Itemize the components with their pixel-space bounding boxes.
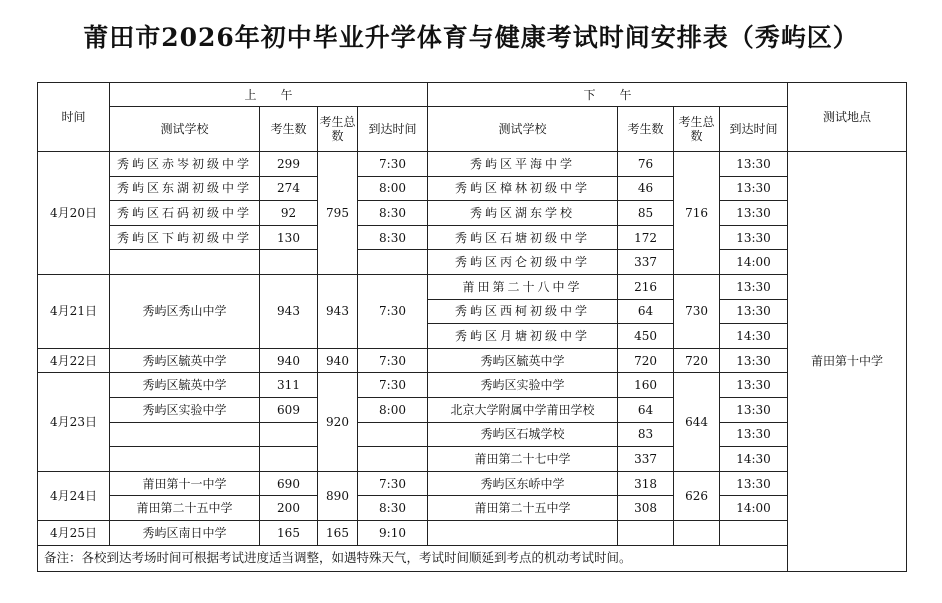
am-arrival: 8:30	[358, 201, 428, 226]
pm-arrival: 13:30	[720, 201, 788, 226]
pm-school: 秀屿区石塘初级中学	[428, 225, 618, 250]
header-pm-arrival: 到达时间	[720, 107, 788, 152]
table-row	[38, 447, 907, 472]
pm-school: 秀屿区樟林初级中学	[428, 176, 618, 201]
am-total: 165	[318, 520, 358, 545]
pm-school: 秀屿区实验中学	[428, 373, 618, 398]
pm-count: 64	[618, 299, 674, 324]
note-remark: 备注：各校到达考场时间可根据考试进度适当调整，如遇特殊天气，考试时间顺延到考点的机动考试时间。	[38, 545, 907, 571]
pm-arrival: 13:30	[720, 397, 788, 422]
am-count: 200	[260, 496, 318, 521]
pm-total: 730	[674, 274, 720, 348]
am-arrival-empty	[358, 447, 428, 472]
pm-school: 秀屿区毓英中学	[428, 348, 618, 373]
am-arrival: 8:30	[358, 225, 428, 250]
pm-count: 46	[618, 176, 674, 201]
am-school: 秀屿区南日中学	[110, 520, 260, 545]
page-title: 莆田市2026年初中毕业升学体育与健康考试时间安排表（秀屿区）	[83, 23, 859, 52]
table-row	[38, 397, 907, 422]
header-am-count: 考生数	[260, 107, 318, 152]
pm-count: 83	[618, 422, 674, 447]
date-cell: 4月21日	[38, 274, 110, 348]
date-cell: 4月20日	[38, 152, 110, 275]
am-count: 92	[260, 201, 318, 226]
table-row	[38, 274, 907, 299]
am-total: 795	[318, 152, 358, 275]
pm-arrival: 14:00	[720, 496, 788, 521]
pm-arrival: 14:30	[720, 447, 788, 472]
am-school-empty	[110, 250, 260, 275]
pm-total: 626	[674, 471, 720, 520]
am-school: 莆田第十一中学	[110, 471, 260, 496]
pm-school: 秀屿区平海中学	[428, 152, 618, 177]
date-cell: 4月25日	[38, 520, 110, 545]
pm-total-empty	[674, 520, 720, 545]
header-pm-total: 考生总数	[674, 107, 720, 152]
pm-arrival: 13:30	[720, 373, 788, 398]
am-school: 秀屿区毓英中学	[110, 373, 260, 398]
am-arrival-empty	[358, 250, 428, 275]
pm-count: 450	[618, 324, 674, 349]
pm-school: 秀屿区石城学校	[428, 422, 618, 447]
pm-arrival: 13:30	[720, 274, 788, 299]
date-cell: 4月24日	[38, 471, 110, 520]
location-cell: 莆田第十中学	[788, 152, 907, 572]
pm-arrival: 14:00	[720, 250, 788, 275]
am-school: 秀屿区赤岑初级中学	[110, 152, 260, 177]
am-count-empty	[260, 250, 318, 275]
pm-school: 莆田第二十八中学	[428, 274, 618, 299]
pm-count: 76	[618, 152, 674, 177]
pm-arrival: 13:30	[720, 422, 788, 447]
am-count: 165	[260, 520, 318, 545]
am-school: 秀屿区毓英中学	[110, 348, 260, 373]
date-cell: 4月22日	[38, 348, 110, 373]
am-count: 311	[260, 373, 318, 398]
am-arrival: 7:30	[358, 348, 428, 373]
am-school-empty	[110, 447, 260, 472]
am-total: 940	[318, 348, 358, 373]
header-pm-school: 测试学校	[428, 107, 618, 152]
table-row	[38, 520, 907, 545]
table-row	[38, 422, 907, 447]
table-row	[38, 152, 907, 177]
am-count: 943	[260, 274, 318, 348]
am-arrival: 7:30	[358, 274, 428, 348]
pm-count: 216	[618, 274, 674, 299]
am-school: 莆田第二十五中学	[110, 496, 260, 521]
header-am-total: 考生总数	[318, 107, 358, 152]
pm-arrival: 13:30	[720, 348, 788, 373]
am-arrival: 9:10	[358, 520, 428, 545]
pm-arrival: 13:30	[720, 299, 788, 324]
pm-school: 秀屿区月塘初级中学	[428, 324, 618, 349]
am-count: 299	[260, 152, 318, 177]
am-arrival: 8:30	[358, 496, 428, 521]
header-time: 时间	[38, 83, 110, 152]
am-school-empty	[110, 422, 260, 447]
pm-total: 716	[674, 152, 720, 275]
header-pm-count: 考生数	[618, 107, 674, 152]
am-school: 秀屿区东湖初级中学	[110, 176, 260, 201]
pm-count: 308	[618, 496, 674, 521]
table-row	[38, 176, 907, 201]
pm-total: 644	[674, 373, 720, 471]
am-total: 890	[318, 471, 358, 520]
pm-count: 337	[618, 250, 674, 275]
pm-arrival: 13:30	[720, 471, 788, 496]
pm-arrival-empty	[720, 520, 788, 545]
am-school: 秀屿区石码初级中学	[110, 201, 260, 226]
pm-school: 秀屿区丙仑初级中学	[428, 250, 618, 275]
am-count: 609	[260, 397, 318, 422]
table-row	[38, 348, 907, 373]
header-am-arrival: 到达时间	[358, 107, 428, 152]
am-total: 943	[318, 274, 358, 348]
pm-arrival: 13:30	[720, 176, 788, 201]
pm-school: 秀屿区湖东学校	[428, 201, 618, 226]
am-count: 940	[260, 348, 318, 373]
am-arrival: 7:30	[358, 373, 428, 398]
am-school: 秀屿区实验中学	[110, 397, 260, 422]
pm-count: 160	[618, 373, 674, 398]
pm-school: 北京大学附属中学莆田学校	[428, 397, 618, 422]
table-row	[38, 250, 907, 275]
pm-total: 720	[674, 348, 720, 373]
pm-arrival: 13:30	[720, 225, 788, 250]
header-location: 测试地点	[788, 83, 907, 152]
am-school: 秀屿区下屿初级中学	[110, 225, 260, 250]
am-school: 秀屿区秀山中学	[110, 274, 260, 348]
pm-arrival: 14:30	[720, 324, 788, 349]
am-arrival: 8:00	[358, 176, 428, 201]
table-row	[38, 373, 907, 398]
table-row	[38, 471, 907, 496]
pm-count: 85	[618, 201, 674, 226]
table-row	[38, 496, 907, 521]
am-arrival: 8:00	[358, 397, 428, 422]
table-row	[38, 201, 907, 226]
pm-count: 318	[618, 471, 674, 496]
am-count-empty	[260, 447, 318, 472]
pm-school-empty	[428, 520, 618, 545]
pm-count: 720	[618, 348, 674, 373]
pm-count: 337	[618, 447, 674, 472]
am-count: 130	[260, 225, 318, 250]
header-am-school: 测试学校	[110, 107, 260, 152]
am-count: 274	[260, 176, 318, 201]
am-count-empty	[260, 422, 318, 447]
am-count: 690	[260, 471, 318, 496]
pm-count: 172	[618, 225, 674, 250]
am-arrival: 7:30	[358, 152, 428, 177]
pm-school: 莆田第二十七中学	[428, 447, 618, 472]
pm-arrival: 13:30	[720, 152, 788, 177]
pm-count-empty	[618, 520, 674, 545]
pm-school: 秀屿区西柯初级中学	[428, 299, 618, 324]
pm-count: 64	[618, 397, 674, 422]
pm-school: 莆田第二十五中学	[428, 496, 618, 521]
table-row	[38, 225, 907, 250]
am-total: 920	[318, 373, 358, 471]
date-cell: 4月23日	[38, 373, 110, 471]
header-afternoon: 下 午	[428, 83, 788, 107]
schedule-table	[37, 82, 907, 572]
header-morning: 上 午	[110, 83, 428, 107]
am-arrival: 7:30	[358, 471, 428, 496]
pm-school: 秀屿区东峤中学	[428, 471, 618, 496]
am-arrival-empty	[358, 422, 428, 447]
